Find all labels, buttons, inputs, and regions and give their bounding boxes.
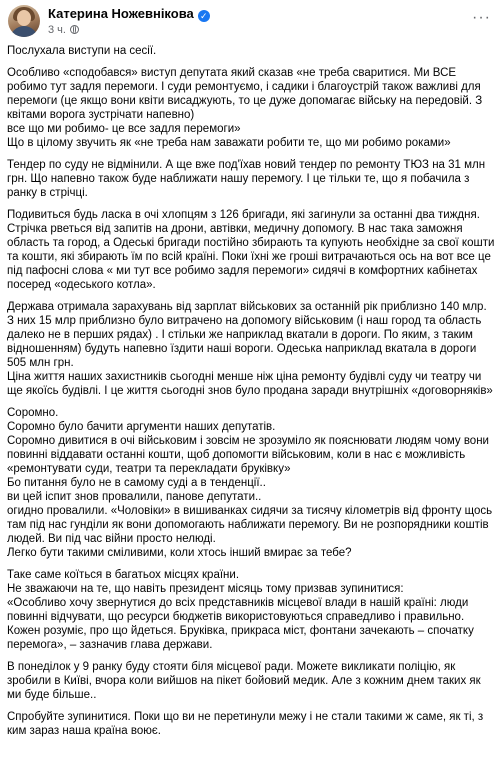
- text-line: Легко бути такими сміливими, коли хтось інший вмирає за тебе?: [7, 547, 352, 559]
- post-header: [0, 0, 501, 44]
- paragraph-9: [7, 710, 495, 738]
- text-line: Таке саме коїться в багатьох місцях країни.: [7, 569, 240, 581]
- text-line: Соромно було бачити аргументи наших депутатів.: [7, 421, 276, 433]
- text-line: Держава отримала зарахувань від зарплат військових за останній рік приблизно 140 млр. З них 15 млр приблизно було витрачено на допомогу військовим (і наш город та область далеко не в перших рядах) . І стільки же наприклад вкатали в дороги. По яким, з таким відношенням) будуть напевно їздити наші вороги. Одеська наприклад вкатала в дороги 505 млн грн.: [7, 301, 487, 369]
- text-line: огидно провалили. «Чоловіки» в вишиванках сидячи за тисячу кілометрів від фронту щось там під нас гунділи як вони допомогають наближати перемогу. Ви не розпорядники коштів людей. Ви під час війни просто нелюді.: [7, 505, 493, 545]
- text-line: Ціна життя наших захистників сьогодні менше ніж ціна ремонту будівлі суду чи театру чи ще якоїсь будівлі. І це життя сьогодні знов було продана заради внутрішніх «договорняків»: [7, 371, 493, 397]
- text-line: «Особливо хочу звернутися до всіх представників місцевої влади в нашій країні: люди повинні відчувати, що ресурси бюджетів використовуються справедливо і правильно. Кожен розуміє, про що йдеться. Бруківка, прикраса міст, фонтани зачекають – спочатку перемога», – зазначив глава держави.: [7, 597, 474, 651]
- text-line: Послухала виступи на сесії.: [7, 45, 157, 57]
- globe-icon[interactable]: [70, 25, 79, 34]
- paragraph-2: [7, 66, 495, 150]
- text-line: Не зважаючи на те, що навіть президент місяць тому призвав зупинитися:: [7, 583, 404, 595]
- text-line: Особливо «сподобався» виступ депутата який сказав «не треба сваритися. Ми ВСЕ робимо тут задля перемоги. І суди ремонтуємо, і садики і благоустрій також важливі для перемоги (це якщо вони квіти висаджують, то це дуже допомагає війську на передовій. З квітами ворога зустрічати напевно): [7, 67, 483, 121]
- author-avatar[interactable]: [8, 5, 40, 37]
- avatar-face: [17, 10, 31, 26]
- text-line: Подивиться будь ласка в очі хлопцям з 126 бригади, які загинули за останні два тиждня. Стрічка рветься від запитів на дрони, автівки, медичну допомогу. В нас така заможня область та город, а Одеські бригади постійно збирають та купують необхідне за свої кошти та кошти, які збирають їм по всій країні. Поки їхні же гроші витрачаються ось на вот все це під пафосні слова « ми тут все робимо задля перемоги» сидячі в комфортних кабінетах посеред «одеського котла».: [7, 209, 495, 291]
- text-line: Тендер по суду не відмінили. А ще вже под'їхав новий тендер по ремонту ТЮЗ на 31 млн грн. Що напевно також буде наближати нашу перемогу. І це тільки те, що я побачила з ранку в стрічці.: [7, 159, 486, 199]
- author-name[interactable]: Катерина Ножевнікова: [48, 6, 194, 21]
- post-meta: [48, 24, 79, 36]
- avatar-shoulders: [10, 26, 38, 37]
- post-time[interactable]: 3 ч.: [48, 24, 66, 36]
- verified-badge-icon: ✓: [198, 10, 210, 22]
- text-line: Соромно.: [7, 407, 59, 419]
- text-line: В понеділок у 9 ранку буду стояти біля місцевої ради. Можете викликати поліцію, як зробили в Київі, вчора коли вийшов на пікет бойовий медик. Але з кожним днем таких як ми буде більше..: [7, 661, 481, 701]
- post-text: [7, 44, 495, 746]
- more-options-icon[interactable]: ···: [472, 9, 491, 26]
- text-line: Соромно дивитися в очі військовим і зовсім не зрозуміло як пояснювати людям чому вони повинні віддавати останні кошти, щоб допомогти військовим, коли в нас є можливість «ремонтувати суди, театри та перекладати бруківку»: [7, 435, 489, 475]
- paragraph-5: [7, 300, 495, 398]
- text-line: Бо питання було не в самому суді а в тенденції..: [7, 477, 266, 489]
- text-line: Спробуйте зупинитися. Поки що ви не перетинули межу і не стали такими ж саме, як ті, з ким зараз наша країна воює.: [7, 711, 484, 737]
- paragraph-1: [7, 44, 495, 58]
- text-line: все що ми робимо- це все задля перемоги»: [7, 123, 241, 135]
- paragraph-3: [7, 158, 495, 200]
- text-line: Що в цілому звучить як «не треба нам заважати робити те, що ми робимо роками»: [7, 137, 451, 149]
- author-name-link[interactable]: [48, 6, 210, 22]
- text-line: ви цей іспит знов провалили, панове депутати..: [7, 491, 262, 503]
- paragraph-6: [7, 406, 495, 560]
- paragraph-4: [7, 208, 495, 292]
- paragraph-7: [7, 568, 495, 652]
- paragraph-8: [7, 660, 495, 702]
